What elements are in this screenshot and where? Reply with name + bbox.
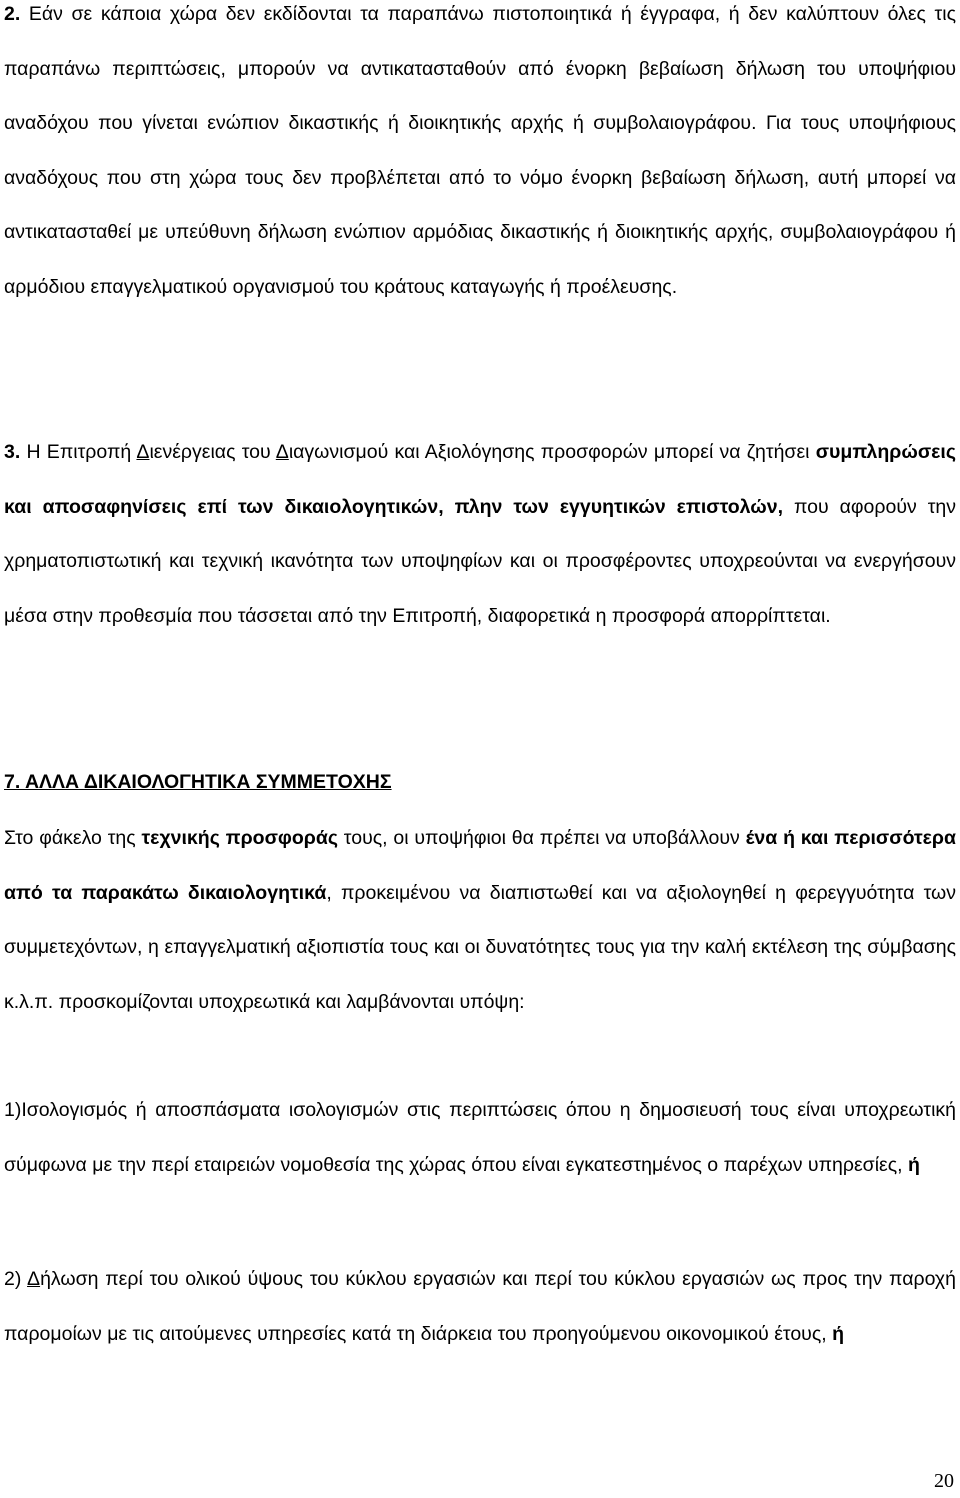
section-heading: 7. ΑΛΛΑ ΔΙΚΑΙΟΛΟΓΗΤΙΚΑ ΣΥΜΜΕΤΟΧΗΣ	[4, 771, 392, 793]
underlined-letter: Δ	[275, 441, 289, 463]
underlined-letter: Δ	[27, 1268, 41, 1290]
paragraph-text: Εάν σε κάποια χώρα δεν εκδίδονται τα παραπάνω πιστοποιητικά ή έγγραφα, ή δεν καλύπτουν όλες τις παραπάνω περιπτώσεις, μπορούν να αντικατασταθούν από ένορκη βεβαίωση δήλωση του υποψήφιου αναδόχου που γίνεται ενώπιον δικαστικής ή διοικητικής αρχής ή συμβολαιογράφου. Για τους υποψήφιους αναδόχους που στη χώρα τους δεν προβλέπεται από το νόμο ένορκη βεβαίωση δήλωση, αυτή μπορεί να αντικατασταθεί με υπεύθυνη δήλωση ενώπιον αρμόδιας δικαστικής ή διοικητικής αρχής, συμβολαιογράφου ή αρμόδιου επαγγελματικού οργανισμού του κράτους καταγωγής ή προέλευσης.	[4, 3, 956, 298]
paragraph-section-7-intro	[4, 811, 956, 1029]
list-item-2	[4, 1252, 956, 1361]
paragraph-item-3	[4, 425, 956, 643]
page-number: 20	[934, 1470, 954, 1492]
paragraph-text: ήλωση περί του ολικού ύψους του κύκλου εργασιών και περί του κύκλου εργασιών ως προς την παροχή παρομοίων με τις αιτούμενες υπηρεσίες κατά τη διάρκεια του προηγούμενου οικονομικού έτους,	[4, 1268, 956, 1345]
bold-text: τεχνικής προσφοράς	[141, 827, 338, 849]
paragraph-text: , προκειμένου να διαπιστωθεί και να αξιολογηθεί η φερεγγυότητα των συμμετεχόντων, η επαγγελματική αξιοπιστία τους και οι δυνατότητες τους για την καλή εκτέλεση της σύμβασης κ.λ.π. προσκομίζονται υποχρεωτικά και λαμβάνονται υπόψη:	[4, 881, 956, 1013]
paragraph-text: Στο φάκελο της	[4, 827, 142, 849]
paragraph-text: 2)	[4, 1268, 28, 1290]
bold-text: ένα ή και περισσότερα από τα παρακάτω δικαιολογητικά	[4, 827, 956, 904]
paragraph-text: που αφορούν την χρηματοπιστωτική και τεχνική ικανότητα των υποψηφίων και οι προσφέροντες υποχρεούνται να ενεργήσουν μέσα στην προθεσμία που τάσσεται από την Επιτροπή, διαφορετικά η προσφορά απορρίπτεται.	[4, 495, 957, 627]
bold-text: ή	[907, 1153, 920, 1176]
paragraph-text: τους, οι υποψήφιοι θα πρέπει να υποβάλλουν	[337, 827, 746, 849]
paragraph-text: 1)Ισολογισμός ή αποσπάσματα ισολογισμών στις περιπτώσεις όπου η δημοσιευσή τους είναι υποχρεωτική σύμφωνα με την περί εταιρειών νομοθεσία της χώρας όπου είναι εγκατεστημένος ο παρέχων υπηρεσίες,	[4, 1099, 956, 1176]
underlined-letter: Δ	[136, 441, 150, 463]
paragraph-text: ιαγωνισμού και Αξιολόγησης προσφορών μπορεί να ζητήσει	[288, 441, 816, 463]
paragraph-item-2	[4, 0, 956, 315]
item-number: 3.	[4, 441, 21, 463]
paragraph-text: ιενέργειας του	[149, 441, 276, 463]
bold-text: συμπληρώσεις και αποσαφηνίσεις επί των δικαιολογητικών, πλην των εγγυητικών επιστολών,	[4, 441, 956, 518]
list-item-1	[4, 1083, 956, 1192]
paragraph-text: Η Επιτροπή	[20, 441, 137, 463]
item-number: 2.	[4, 3, 21, 25]
bold-text: ή	[832, 1322, 845, 1345]
